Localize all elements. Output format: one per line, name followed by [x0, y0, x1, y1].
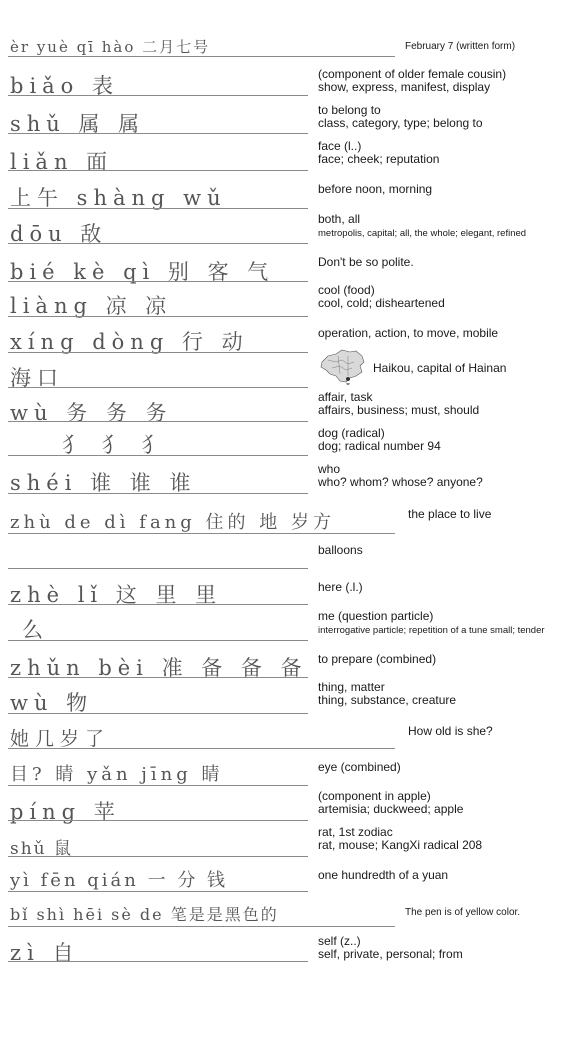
ruled-line — [8, 316, 308, 317]
translation-line: both, all — [318, 212, 361, 226]
ruled-line — [8, 604, 308, 605]
translation-line: operation, action, to move, mobile — [318, 326, 499, 340]
handwritten-text: 海口 — [10, 366, 64, 390]
ruled-line — [8, 56, 395, 57]
translation-line: (component of older female cousin) — [318, 67, 507, 81]
translation-line: to belong to — [318, 103, 381, 117]
china-map-icon — [318, 348, 368, 386]
translation-line: before noon, morning — [318, 182, 433, 196]
translation-line: The pen is of yellow color. — [405, 907, 521, 918]
handwritten-text: bǐ shì hēi sè de 笔是是黑色的 — [10, 905, 279, 924]
ruled-line — [8, 170, 308, 171]
handwritten-text: píng 苹 — [10, 800, 121, 824]
translation-line: to prepare (combined) — [318, 652, 437, 666]
ruled-line — [8, 281, 308, 282]
translation-line: dog (radical) — [318, 426, 385, 440]
handwritten-text: liǎn 面 — [10, 150, 114, 174]
translation-line: Haikou, capital of Hainan — [373, 361, 507, 375]
handwritten-text: wù 务 务 务 — [10, 401, 173, 425]
handwritten-text: shǔ 属 属 — [10, 112, 146, 136]
ruled-line — [8, 133, 308, 134]
translation-line: here (.l.) — [318, 580, 363, 594]
translation-line: affairs, business; must, should — [318, 403, 480, 417]
translation-line: face; cheek; reputation — [318, 152, 440, 166]
translation-line: face (l..) — [318, 139, 362, 153]
handwritten-text: yì fēn qián 一 分 钱 — [10, 870, 229, 891]
ruled-line — [8, 748, 395, 749]
handwritten-text: zhǔn bèi 准 备 备 备 — [10, 656, 308, 680]
handwritten-text: zhè lǐ 这 里 里 — [10, 583, 223, 607]
translation-line: me (question particle) — [318, 609, 434, 623]
translation-line: Don't be so polite. — [318, 255, 414, 269]
translation-line: rat, mouse; KangXi radical 208 — [318, 838, 483, 852]
translation-line: interrogative particle; repetition of a tune small; tender — [318, 625, 545, 636]
handwritten-text: bié kè qì 别 客 气 — [10, 260, 275, 284]
ruled-line — [8, 208, 308, 209]
ruled-line — [8, 926, 395, 927]
handwritten-text: dōu 敌 — [10, 222, 108, 246]
handwritten-text: liàng 凉 凉 — [10, 294, 173, 318]
ruled-line — [8, 640, 308, 641]
ruled-line — [8, 352, 308, 353]
ruled-line — [8, 785, 308, 786]
ruled-line — [8, 493, 308, 494]
handwritten-text: shǔ 鼠 — [10, 839, 74, 859]
ruled-line — [8, 421, 308, 422]
ruled-line — [8, 713, 308, 714]
translation-line: (component in apple) — [318, 789, 431, 803]
ruled-line — [8, 820, 308, 821]
handwritten-text: zhù de dì fang 住的 地 岁方 — [10, 512, 335, 533]
translation-line: February 7 (written form) — [405, 41, 516, 52]
handwritten-text: èr yuè qī hào 二月七号 — [10, 38, 211, 56]
ruled-line — [8, 95, 308, 96]
handwritten-text: biǎo 表 — [10, 74, 119, 98]
translation-line: affair, task — [318, 390, 373, 404]
translation-line: show, express, manifest, display — [318, 80, 491, 94]
handwritten-text: 犭 犭 犭 — [62, 433, 169, 457]
ruled-line — [8, 961, 308, 962]
translation-line: who — [318, 462, 341, 476]
translation-line: class, category, type; belong to — [318, 116, 483, 130]
translation-line: eye (combined) — [318, 760, 401, 774]
translation-line: cool (food) — [318, 283, 375, 297]
translation-line: self, private, personal; from — [318, 947, 463, 961]
handwritten-text: wù 物 — [10, 691, 94, 715]
translation-line: How old is she? — [408, 724, 493, 738]
translation-line: thing, substance, creature — [318, 693, 457, 707]
handwritten-text: 么 — [22, 618, 49, 642]
translation-line: cool, cold; disheartened — [318, 296, 445, 310]
handwritten-text: 上午 shàng wǔ — [10, 186, 227, 210]
handwritten-text: shéi 谁 谁 谁 — [10, 471, 197, 495]
ruled-line — [8, 455, 308, 456]
translation-line: the place to live — [408, 507, 492, 521]
translation-line: who? whom? whose? anyone? — [318, 475, 483, 489]
ruled-line — [8, 533, 395, 534]
handwritten-text: xíng dòng 行 动 — [10, 330, 249, 354]
translation-line: balloons — [318, 543, 363, 557]
ruled-line — [8, 891, 308, 892]
ruled-line — [8, 387, 308, 388]
translation-line: dog; radical number 94 — [318, 439, 441, 453]
translation-line: metropolis, capital; all, the whole; elegant, refined — [318, 228, 527, 239]
ruled-line — [8, 568, 308, 569]
ruled-line — [8, 677, 308, 678]
ruled-line — [8, 856, 308, 857]
ruled-line — [8, 243, 308, 244]
translation-line: one hundredth of a yuan — [318, 868, 449, 882]
handwritten-text: 她几岁了 — [10, 728, 111, 750]
handwritten-text: zì 自 — [10, 941, 80, 965]
translation-line: artemisia; duckweed; apple — [318, 802, 464, 816]
handwritten-text: 目? 睛 yǎn jīng 睛 — [10, 764, 224, 785]
translation-line: self (z..) — [318, 934, 361, 948]
translation-line: rat, 1st zodiac — [318, 825, 393, 839]
translation-line: thing, matter — [318, 680, 385, 694]
